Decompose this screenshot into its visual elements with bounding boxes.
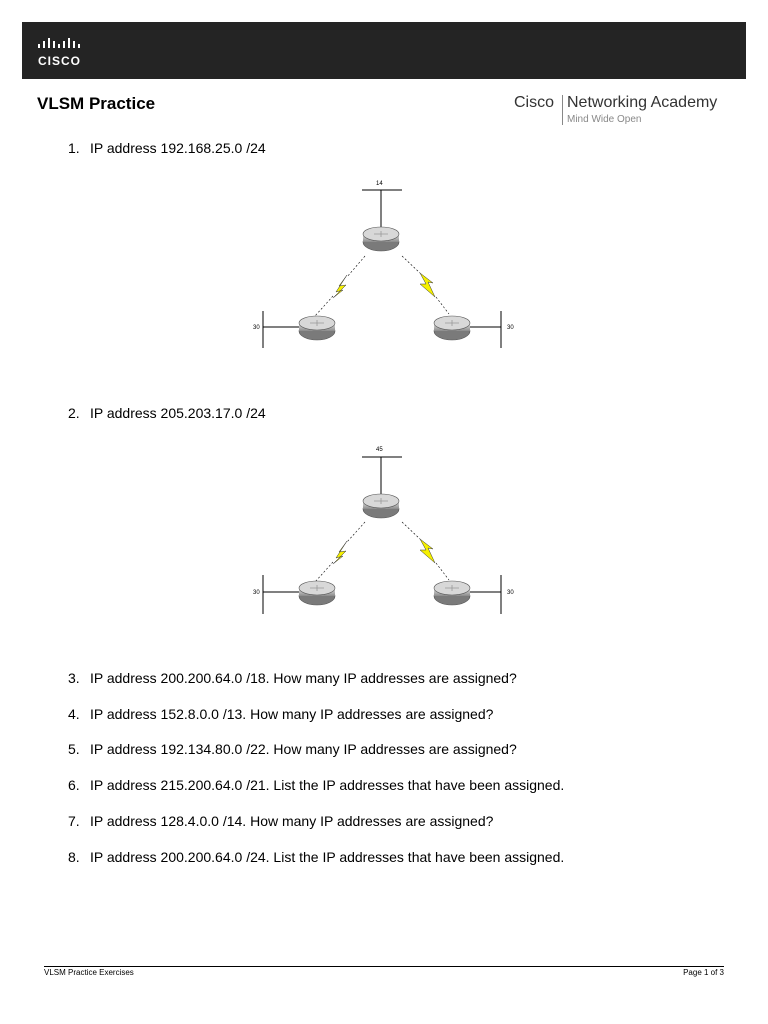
footer-page-number: Page 1 of 3	[683, 968, 724, 977]
top-host-count: 14	[376, 181, 383, 187]
right-host-count: 30	[507, 325, 514, 331]
left-host-count: 30	[253, 590, 260, 596]
question-1	[68, 140, 266, 156]
question-text: IP address 128.4.0.0 /14. How many IP addresses are assigned?	[90, 813, 494, 829]
network-diagram-2	[250, 442, 520, 622]
router-icon	[299, 581, 335, 605]
page-title: VLSM Practice	[37, 94, 156, 113]
question-3	[68, 670, 517, 686]
router-icon	[434, 581, 470, 605]
academy-tagline: Mind Wide Open	[567, 114, 642, 125]
serial-link-right	[402, 256, 449, 314]
router-icon	[299, 316, 335, 340]
academy-name: Networking Academy	[567, 94, 718, 111]
question-text: IP address 205.203.17.0 /24	[90, 405, 266, 421]
question-number: 7.	[68, 813, 80, 829]
question-2	[68, 405, 266, 421]
academy-divider	[562, 95, 563, 125]
router-icon	[363, 494, 399, 518]
question-6	[68, 777, 564, 793]
question-text: IP address 200.200.64.0 /18. How many IP addresses are assigned?	[90, 670, 517, 686]
academy-brand: Cisco	[514, 94, 555, 111]
networking-academy-logo	[514, 94, 734, 134]
cisco-header-banner	[22, 22, 746, 79]
question-number: 4.	[68, 706, 80, 722]
question-text: IP address 215.200.64.0 /21. List the IP addresses that have been assigned.	[90, 777, 565, 793]
question-number: 2.	[68, 405, 80, 421]
footer-divider	[44, 966, 724, 967]
serial-link-left	[315, 522, 365, 582]
question-5	[68, 741, 517, 757]
question-text: IP address 192.134.80.0 /22. How many IP addresses are assigned?	[90, 741, 517, 757]
footer-doc-name: VLSM Practice Exercises	[44, 968, 134, 977]
question-number: 3.	[68, 670, 80, 686]
question-text: IP address 192.168.25.0 /24	[90, 140, 266, 156]
question-number: 8.	[68, 849, 80, 865]
question-8	[68, 849, 564, 865]
question-text: IP address 152.8.0.0 /13. How many IP addresses are assigned?	[90, 706, 494, 722]
question-4	[68, 706, 493, 722]
right-host-count: 30	[507, 590, 514, 596]
question-7	[68, 813, 493, 829]
left-host-count: 30	[253, 325, 260, 331]
cisco-logo-text: CISCO	[38, 54, 82, 68]
question-number: 6.	[68, 777, 80, 793]
router-icon	[434, 316, 470, 340]
question-text: IP address 200.200.64.0 /24. List the IP addresses that have been assigned.	[90, 849, 565, 865]
top-host-count: 45	[376, 447, 383, 453]
router-icon	[363, 227, 399, 251]
network-diagram-1	[250, 176, 520, 356]
serial-link-left	[315, 256, 365, 316]
serial-link-right	[402, 522, 449, 580]
question-number: 1.	[68, 140, 80, 156]
question-number: 5.	[68, 741, 80, 757]
